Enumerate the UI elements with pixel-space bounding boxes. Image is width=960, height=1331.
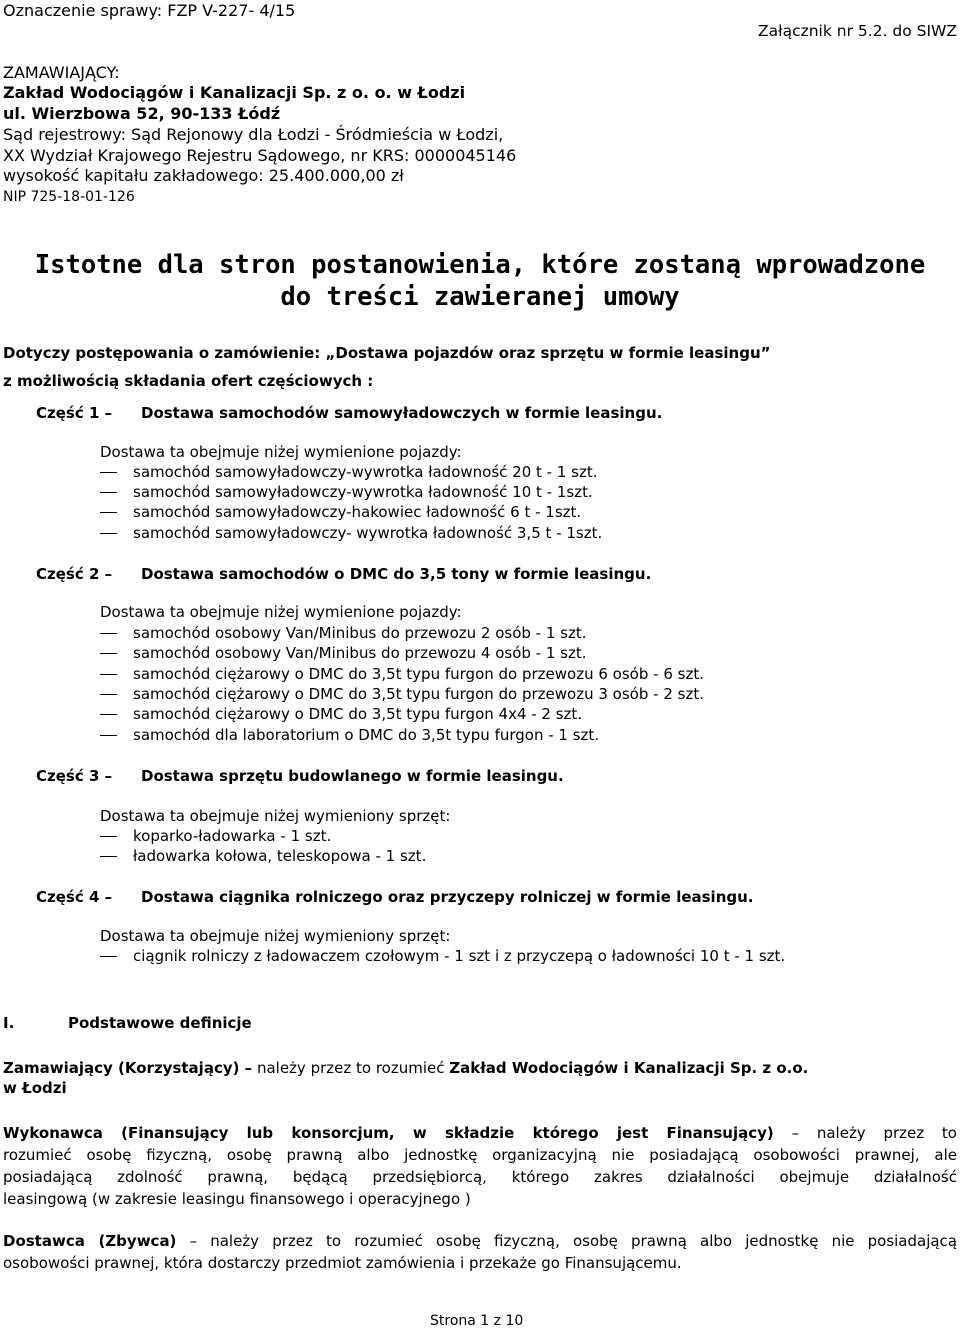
- list-dash: [100, 694, 117, 695]
- part-3-lead: Dostawa ta obejmuje niżej wymieniony sprzęt:: [100, 807, 451, 825]
- definition-ordering-party: [3, 1058, 808, 1078]
- part-3-label: Część 3 –: [36, 767, 113, 785]
- intro-line-2: z możliwością składania ofert częściowych :: [3, 372, 374, 390]
- list-dash: [100, 633, 117, 634]
- part-1-title: Dostawa samochodów samowyładowczych w formie leasingu.: [141, 404, 663, 422]
- list-dash: [100, 735, 117, 736]
- definition-text: należy przez to rozumieć: [252, 1059, 450, 1077]
- definition-term: Zamawiający (Korzystający) –: [3, 1059, 253, 1077]
- list-dash: [100, 714, 117, 715]
- section-heading: Podstawowe definicje: [68, 1014, 252, 1032]
- definition-term: Wykonawca (Finansujący lub konsorcjum, w składzie którego jest Finansujący): [3, 1124, 774, 1142]
- page-number: Strona 1 z 10: [430, 1313, 524, 1329]
- list-item: samochód dla laboratorium o DMC do 3,5t typu furgon - 1 szt.: [133, 726, 600, 744]
- list-item: koparko-ładowarka - 1 szt.: [133, 827, 332, 845]
- definition-contractor-line-3: posiadającą zdolność prawną, będącą przedsiębiorcą, którego zakres działalności obejmuje działalność: [3, 1168, 957, 1186]
- definition-supplier-line-2: osobowości prawnej, która dostarczy przedmiot zamówienia i przekaże go Finansującemu.: [3, 1254, 682, 1272]
- list-item: samochód samowyładowczy- wywrotka ładowność 3,5 t - 1szt.: [133, 524, 603, 542]
- document-title-line-1: Istotne dla stron postanowienia, które zostaną wprowadzone: [34, 250, 926, 280]
- nip-number: NIP 725-18-01-126: [3, 189, 135, 205]
- list-item: samochód osobowy Van/Minibus do przewozu 4 osób - 1 szt.: [133, 644, 587, 662]
- definition-company-name: Zakład Wodociągów i Kanalizacji Sp. z o.o.: [449, 1059, 809, 1077]
- definition-text: – należy przez to: [791, 1124, 957, 1142]
- list-item: ładowarka kołowa, teleskopowa - 1 szt.: [133, 847, 427, 865]
- list-dash: [100, 512, 117, 513]
- list-item: samochód ciężarowy o DMC do 3,5t typu furgon do przewozu 3 osób - 2 szt.: [133, 685, 704, 703]
- document-title-line-2: do treści zawieranej umowy: [280, 282, 680, 312]
- part-4-lead: Dostawa ta obejmuje niżej wymieniony sprzęt:: [100, 927, 451, 945]
- share-capital: wysokość kapitału zakładowego: 25.400.000,00 zł: [3, 166, 404, 185]
- registry-court: Sąd rejestrowy: Sąd Rejonowy dla Łodzi - Śródmieścia w Łodzi,: [3, 125, 504, 144]
- ordering-party-label: ZAMAWIAJĄCY:: [3, 63, 120, 82]
- ordering-party-address: ul. Wierzbowa 52, 90-133 Łódź: [3, 104, 281, 123]
- part-1-label: Część 1 –: [36, 404, 113, 422]
- list-dash: [100, 653, 117, 654]
- list-item: samochód samowyładowczy-wywrotka ładowność 10 t - 1szt.: [133, 483, 593, 501]
- section-number: I.: [3, 1014, 15, 1032]
- intro-line-1: Dotyczy postępowania o zamówienie: „Dostawa pojazdów oraz sprzętu w formie leasingu”: [3, 344, 771, 362]
- part-2-lead: Dostawa ta obejmuje niżej wymienione pojazdy:: [100, 603, 462, 621]
- definition-supplier-line-1: [3, 1231, 957, 1251]
- definition-company-city: w Łodzi: [3, 1079, 67, 1097]
- part-2-title: Dostawa samochodów o DMC do 3,5 tony w formie leasingu.: [141, 565, 652, 583]
- part-3-title: Dostawa sprzętu budowlanego w formie leasingu.: [141, 767, 564, 785]
- list-item: samochód ciężarowy o DMC do 3,5t typu furgon 4x4 - 2 szt.: [133, 705, 583, 723]
- list-dash: [100, 674, 117, 675]
- list-dash: [100, 472, 117, 473]
- list-dash: [100, 836, 117, 837]
- definition-contractor-line-4: leasingową (w zakresie leasingu finansowego i operacyjnego ): [3, 1190, 471, 1208]
- part-4-label: Część 4 –: [36, 888, 113, 906]
- list-dash: [100, 533, 117, 534]
- part-4-title: Dostawa ciągnika rolniczego oraz przyczepy rolniczej w formie leasingu.: [141, 888, 754, 906]
- definition-contractor-line-1: [3, 1123, 957, 1143]
- list-dash: [100, 856, 117, 857]
- list-item: samochód osobowy Van/Minibus do przewozu 2 osób - 1 szt.: [133, 624, 587, 642]
- part-2-label: Część 2 –: [36, 565, 113, 583]
- part-1-lead: Dostawa ta obejmuje niżej wymienione pojazdy:: [100, 443, 462, 461]
- list-item: samochód samowyładowczy-wywrotka ładowność 20 t - 1 szt.: [133, 463, 598, 481]
- krs-number: XX Wydział Krajowego Rejestru Sądowego, nr KRS: 0000045146: [3, 146, 517, 165]
- list-item: samochód samowyładowczy-hakowiec ładowność 6 t - 1szt.: [133, 503, 582, 521]
- list-dash: [100, 956, 117, 957]
- attachment-label: Załącznik nr 5.2. do SIWZ: [758, 22, 957, 40]
- definition-text: – należy przez to rozumieć osobę fizyczną, osobę prawną albo jednostkę nie posiadającą: [176, 1232, 958, 1250]
- list-item: samochód ciężarowy o DMC do 3,5t typu furgon do przewozu 6 osób - 6 szt.: [133, 665, 704, 683]
- definition-contractor-line-2: rozumieć osobę fizyczną, osobę prawną albo jednostkę organizacyjną nie posiadającą osobowości prawnej, ale: [3, 1146, 957, 1164]
- case-reference: Oznaczenie sprawy: FZP V-227- 4/15: [3, 1, 296, 20]
- list-item: ciągnik rolniczy z ładowaczem czołowym - 1 szt i z przyczepą o ładowności 10 t - 1 szt.: [133, 947, 786, 965]
- definition-term: Dostawca (Zbywca): [3, 1232, 177, 1250]
- ordering-party-name: Zakład Wodociągów i Kanalizacji Sp. z o. o. w Łodzi: [3, 83, 466, 102]
- list-dash: [100, 492, 117, 493]
